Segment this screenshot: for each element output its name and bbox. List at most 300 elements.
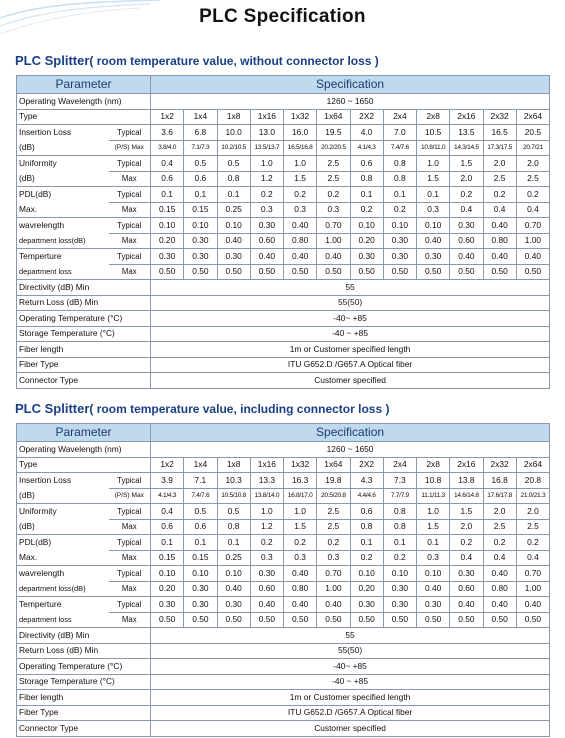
column-header-type: 1x32 — [284, 109, 317, 125]
table-cell-value: 2.5 — [516, 171, 549, 187]
table-cell-value: 0.15 — [184, 550, 217, 566]
table-cell-value: 4.1/4.3 — [350, 140, 383, 156]
table-cell-value: 1.5 — [417, 171, 450, 187]
table-cell-value: 0.3 — [284, 202, 317, 218]
table-cell-value: 0.4 — [151, 504, 184, 520]
table-cell-value: 0.50 — [184, 612, 217, 628]
table-cell-value: 7.4/7.6 — [184, 488, 217, 504]
table-cell-value: 0.1 — [417, 535, 450, 551]
table-row — [17, 597, 550, 613]
table-cell-value: 0.4 — [450, 550, 483, 566]
table-cell-value: 0.3 — [284, 550, 317, 566]
table-cell-value: 2.5 — [317, 504, 350, 520]
table-cell-value: 0.1 — [350, 187, 383, 203]
table-cell-value: 0.4 — [151, 156, 184, 172]
row-subtype-label: (P/S) Max — [109, 488, 151, 504]
row-value-wavelength: 1260 ~ 1650 — [151, 442, 550, 458]
table-row — [17, 311, 550, 327]
table-cell-value: 7.0 — [383, 125, 416, 141]
column-header-type: 2x32 — [483, 109, 516, 125]
table-cell-value: 0.3 — [250, 550, 283, 566]
column-header-type: 2x32 — [483, 457, 516, 473]
table-cell-value: 0.30 — [417, 249, 450, 265]
table-cell-value: 0.50 — [184, 264, 217, 280]
table-cell-value: 20.5/20.8 — [317, 488, 350, 504]
table-cell-value: 19.8 — [317, 473, 350, 489]
table-cell-value: 0.70 — [317, 566, 350, 582]
table-row — [17, 125, 550, 141]
table-cell-value: 13.5/13.7 — [250, 140, 283, 156]
section-title-rest: ( room temperature value, without connector loss ) — [89, 54, 379, 68]
row-label: Fiber length — [17, 342, 151, 358]
row-value: 55 — [151, 628, 550, 644]
spec-table-including-connector — [16, 423, 550, 737]
table-cell-value: 0.60 — [250, 581, 283, 597]
table-cell-value: 11.1/11.3 — [417, 488, 450, 504]
table-cell-value: 16.3 — [284, 473, 317, 489]
table-cell-value: 0.3 — [317, 202, 350, 218]
table-cell-value: 0.60 — [250, 233, 283, 249]
table-cell-value: 0.4 — [516, 202, 549, 218]
table-cell-value: 13.5 — [450, 125, 483, 141]
row-subtype-label: Max — [109, 550, 151, 566]
table-cell-value: 0.8 — [383, 504, 416, 520]
table-cell-value: 0.2 — [250, 535, 283, 551]
table-cell-value: 2.0 — [450, 519, 483, 535]
table-cell-value: 0.50 — [450, 612, 483, 628]
table-cell-value: 20.7/21 — [516, 140, 549, 156]
table-row — [17, 504, 550, 520]
column-header-type: 2x4 — [383, 109, 416, 125]
row-subtype-label: Max — [109, 519, 151, 535]
row-label: Directivity (dB) Min — [17, 280, 151, 296]
table-cell-value: 0.4 — [516, 550, 549, 566]
table-cell-value: 0.30 — [383, 233, 416, 249]
table-cell-value: 0.40 — [250, 597, 283, 613]
table-cell-value: 0.2 — [284, 535, 317, 551]
table-cell-value: 2.5 — [516, 519, 549, 535]
table-row — [17, 94, 550, 110]
section-title-including-connector — [15, 401, 389, 416]
table-cell-value: 0.50 — [383, 264, 416, 280]
table-cell-value: 0.40 — [284, 566, 317, 582]
column-header-type: 1x4 — [184, 457, 217, 473]
row-value: ITU G652.D /G657.A Optical fiber — [151, 705, 550, 721]
table-row — [17, 249, 550, 265]
table-row — [17, 473, 550, 489]
row-label: Storage Temperature (°C) — [17, 674, 151, 690]
table-cell-value: 0.70 — [317, 218, 350, 234]
row-group-label: (dB) — [17, 171, 109, 187]
table-cell-value: 0.3 — [250, 202, 283, 218]
table-row — [17, 690, 550, 706]
table-cell-value: 1.5 — [417, 519, 450, 535]
table-cell-value: 0.2 — [350, 202, 383, 218]
row-subtype-label: Max — [109, 171, 151, 187]
row-group-label: department loss — [17, 612, 109, 628]
table-cell-value: 0.1 — [184, 187, 217, 203]
table-cell-value: 21.0/21.3 — [516, 488, 549, 504]
row-value: 55(50) — [151, 295, 550, 311]
table-cell-value: 1.5 — [450, 504, 483, 520]
row-group-label: department loss — [17, 264, 109, 280]
table-row — [17, 643, 550, 659]
row-label: Fiber length — [17, 690, 151, 706]
table-row — [17, 674, 550, 690]
column-header-type: 1x4 — [184, 109, 217, 125]
table-row — [17, 218, 550, 234]
column-header-type: 2X2 — [350, 109, 383, 125]
row-group-label: (dB) — [17, 488, 109, 504]
table-cell-value: 0.1 — [151, 187, 184, 203]
table-cell-value: 0.2 — [250, 187, 283, 203]
table-cell-value: 20.2/20.5 — [317, 140, 350, 156]
table-header-row — [17, 424, 550, 442]
table-cell-value: 0.15 — [151, 202, 184, 218]
table-cell-value: 0.40 — [317, 249, 350, 265]
column-header-type: 2x8 — [417, 109, 450, 125]
row-subtype-label: Typical — [109, 218, 151, 234]
table-cell-value: 0.10 — [217, 218, 250, 234]
row-subtype-label: Typical — [109, 249, 151, 265]
table-cell-value: 0.2 — [516, 187, 549, 203]
header-parameter: Parameter — [17, 76, 151, 94]
table-cell-value: 17.6/17.8 — [483, 488, 516, 504]
table-cell-value: 0.40 — [450, 249, 483, 265]
table-cell-value: 6.8 — [184, 125, 217, 141]
table-cell-value: 0.30 — [151, 249, 184, 265]
table-row — [17, 264, 550, 280]
table-row — [17, 342, 550, 358]
table-cell-value: 0.40 — [483, 597, 516, 613]
table-cell-value: 0.30 — [417, 597, 450, 613]
table-cell-value: 0.50 — [151, 264, 184, 280]
table-cell-value: 0.4 — [483, 550, 516, 566]
table-cell-value: 10.8 — [417, 473, 450, 489]
table-cell-value: 4.4/4.6 — [350, 488, 383, 504]
row-subtype-label: Typical — [109, 473, 151, 489]
table-cell-value: 0.40 — [483, 566, 516, 582]
column-header-type: 2x64 — [516, 109, 549, 125]
table-cell-value: 0.20 — [350, 233, 383, 249]
table-cell-value: 16.8/17.0 — [284, 488, 317, 504]
column-header-type: 1x2 — [151, 109, 184, 125]
table-cell-value: 0.20 — [350, 581, 383, 597]
row-group-label: Insertion Loss — [17, 473, 109, 489]
row-subtype-label: Typical — [109, 187, 151, 203]
table-row — [17, 233, 550, 249]
table-row — [17, 519, 550, 535]
table-cell-value: 0.15 — [184, 202, 217, 218]
row-label: Directivity (dB) Min — [17, 628, 151, 644]
table-cell-value: 0.2 — [450, 187, 483, 203]
table-cell-value: 0.3 — [317, 550, 350, 566]
table-row — [17, 581, 550, 597]
column-header-type: 2X2 — [350, 457, 383, 473]
table-row — [17, 373, 550, 389]
table-row — [17, 488, 550, 504]
table-cell-value: 0.2 — [317, 535, 350, 551]
table-cell-value: 0.5 — [217, 156, 250, 172]
table-cell-value: 0.25 — [217, 550, 250, 566]
column-header-type: 2x16 — [450, 457, 483, 473]
table-cell-value: 0.40 — [284, 597, 317, 613]
table-row — [17, 628, 550, 644]
table-cell-value: 2.0 — [483, 504, 516, 520]
table-cell-value: 2.0 — [450, 171, 483, 187]
table-cell-value: 1.0 — [284, 156, 317, 172]
table-row — [17, 721, 550, 737]
table-cell-value: 0.40 — [284, 249, 317, 265]
row-subtype-label: Typical — [109, 535, 151, 551]
table-cell-value: 2.5 — [317, 156, 350, 172]
table-cell-value: 0.30 — [383, 581, 416, 597]
table-cell-value: 0.30 — [350, 597, 383, 613]
table-cell-value: 0.10 — [217, 566, 250, 582]
table-cell-value: 0.50 — [250, 264, 283, 280]
table-cell-value: 0.6 — [350, 156, 383, 172]
table-cell-value: 0.40 — [417, 581, 450, 597]
table-row — [17, 659, 550, 675]
row-value: -40 ~ +85 — [151, 326, 550, 342]
page-title: PLC Specification — [199, 6, 366, 27]
table-cell-value: 0.10 — [383, 566, 416, 582]
row-group-label: Uniformity — [17, 504, 109, 520]
row-value: Customer specified — [151, 373, 550, 389]
table-cell-value: 2.0 — [516, 504, 549, 520]
row-subtype-label: (P/S) Max — [109, 140, 151, 156]
row-value: 55(50) — [151, 643, 550, 659]
row-group-label: department loss(dB) — [17, 581, 109, 597]
table-cell-value: 0.50 — [516, 264, 549, 280]
table-cell-value: 0.30 — [450, 566, 483, 582]
table-cell-value: 0.80 — [284, 581, 317, 597]
row-label: Connector Type — [17, 721, 151, 737]
table-cell-value: 0.4 — [483, 202, 516, 218]
table-cell-value: 0.20 — [151, 581, 184, 597]
table-cell-value: 0.8 — [383, 171, 416, 187]
table-cell-value: 0.1 — [383, 535, 416, 551]
table-cell-value: 0.50 — [483, 264, 516, 280]
row-label: Fiber Type — [17, 705, 151, 721]
row-value: 1m or Customer specified length — [151, 690, 550, 706]
section-title-without-connector — [15, 53, 379, 68]
table-cell-value: 3.8/4.0 — [151, 140, 184, 156]
table-cell-value: 0.30 — [184, 249, 217, 265]
table-cell-value: 0.2 — [516, 535, 549, 551]
table-cell-value: 0.10 — [184, 566, 217, 582]
table-cell-value: 0.4 — [450, 202, 483, 218]
table-cell-value: 20.5 — [516, 125, 549, 141]
table-row — [17, 140, 550, 156]
table-cell-value: 0.3 — [417, 550, 450, 566]
row-value: Customer specified — [151, 721, 550, 737]
header-parameter: Parameter — [17, 424, 151, 442]
table-cell-value: 1.00 — [317, 581, 350, 597]
row-group-label: department loss(dB) — [17, 233, 109, 249]
column-header-type: 1x8 — [217, 457, 250, 473]
table-cell-value: 0.10 — [184, 218, 217, 234]
row-subtype-label: Typical — [109, 156, 151, 172]
table-cell-value: 0.30 — [250, 566, 283, 582]
table-cell-value: 0.6 — [184, 519, 217, 535]
spec-table-without-connector — [16, 75, 550, 389]
row-subtype-label: Typical — [109, 566, 151, 582]
table-row — [17, 566, 550, 582]
table-cell-value: 0.5 — [217, 504, 250, 520]
column-header-type: 1x2 — [151, 457, 184, 473]
table-cell-value: 0.50 — [151, 612, 184, 628]
table-cell-value: 0.40 — [250, 249, 283, 265]
table-cell-value: 0.50 — [317, 264, 350, 280]
table-cell-value: 10.2/10.5 — [217, 140, 250, 156]
table-row — [17, 171, 550, 187]
table-cell-value: 0.5 — [184, 156, 217, 172]
table-cell-value: 0.6 — [350, 504, 383, 520]
row-group-label: PDL(dB) — [17, 535, 109, 551]
table-cell-value: 0.10 — [151, 566, 184, 582]
table-cell-value: 13.0 — [250, 125, 283, 141]
row-value: 55 — [151, 280, 550, 296]
table-cell-value: 2.0 — [516, 156, 549, 172]
column-header-type: 2x8 — [417, 457, 450, 473]
table-cell-value: 0.50 — [450, 264, 483, 280]
table-cell-value: 1.0 — [417, 156, 450, 172]
table-cell-value: 0.40 — [217, 581, 250, 597]
row-label: Operating Temperature (°C) — [17, 311, 151, 327]
table-cell-value: 14.3/14.5 — [450, 140, 483, 156]
table-cell-value: 16.8 — [483, 473, 516, 489]
table-cell-value: 0.10 — [383, 218, 416, 234]
table-cell-value: 13.3 — [250, 473, 283, 489]
table-cell-value: 10.3 — [217, 473, 250, 489]
table-row — [17, 357, 550, 373]
table-cell-value: 14.6/14.8 — [450, 488, 483, 504]
table-cell-value: 10.0 — [217, 125, 250, 141]
table-cell-value: 7.1/7.3 — [184, 140, 217, 156]
row-group-label: PDL(dB) — [17, 187, 109, 203]
table-cell-value: 0.30 — [184, 233, 217, 249]
table-cell-value: 0.40 — [450, 597, 483, 613]
row-group-label: Max. — [17, 550, 109, 566]
table-cell-value: 0.40 — [516, 249, 549, 265]
row-label-wavelength: Operating Wavelength (nm) — [17, 94, 151, 110]
table-cell-value: 0.50 — [350, 264, 383, 280]
header-specification: Specification — [151, 76, 550, 94]
table-cell-value: 0.8 — [383, 156, 416, 172]
table-row — [17, 187, 550, 203]
table-cell-value: 0.30 — [217, 597, 250, 613]
table-cell-value: 0.50 — [284, 612, 317, 628]
table-cell-value: 2.5 — [483, 171, 516, 187]
table-cell-value: 0.2 — [383, 202, 416, 218]
table-cell-value: 0.2 — [483, 535, 516, 551]
table-cell-value: 0.6 — [184, 171, 217, 187]
table-cell-value: 3.9 — [151, 473, 184, 489]
table-cell-value: 16.0 — [284, 125, 317, 141]
table-cell-value: 0.10 — [151, 218, 184, 234]
row-label: Return Loss (dB) Min — [17, 643, 151, 659]
table-cell-value: 1.5 — [284, 171, 317, 187]
table-cell-value: 0.40 — [217, 233, 250, 249]
table-cell-value: 0.30 — [184, 581, 217, 597]
table-cell-value: 0.50 — [250, 612, 283, 628]
row-subtype-label: Typical — [109, 504, 151, 520]
table-cell-value: 0.40 — [483, 249, 516, 265]
table-cell-value: 0.1 — [151, 535, 184, 551]
table-cell-value: 1.00 — [516, 581, 549, 597]
table-cell-value: 0.30 — [151, 597, 184, 613]
table-cell-value: 0.8 — [350, 519, 383, 535]
row-value: 1m or Customer specified length — [151, 342, 550, 358]
table-cell-value: 0.2 — [350, 550, 383, 566]
table-cell-value: 0.40 — [317, 597, 350, 613]
table-header-row — [17, 76, 550, 94]
row-label-type: Type — [17, 457, 151, 473]
table-cell-value: 1.0 — [250, 156, 283, 172]
table-row — [17, 326, 550, 342]
row-label: Fiber Type — [17, 357, 151, 373]
table-cell-value: 0.40 — [417, 233, 450, 249]
table-cell-value: 4.0 — [350, 125, 383, 141]
section-title-lead: PLC Splitter — [15, 53, 90, 68]
table-cell-value: 0.70 — [516, 566, 549, 582]
table-cell-value: 17.3/17.5 — [483, 140, 516, 156]
table-cell-value: 0.2 — [284, 187, 317, 203]
table-cell-value: 0.50 — [284, 264, 317, 280]
table-cell-value: 1.00 — [317, 233, 350, 249]
table-cell-value: 0.5 — [184, 504, 217, 520]
table-cell-value: 7.4/7.6 — [383, 140, 416, 156]
table-cell-value: 0.2 — [483, 187, 516, 203]
table-cell-value: 16.5/16.8 — [284, 140, 317, 156]
table-row — [17, 295, 550, 311]
table-cell-value: 10.8/11.0 — [417, 140, 450, 156]
table-cell-value: 0.8 — [217, 519, 250, 535]
row-group-label: Temperture — [17, 249, 109, 265]
row-group-label: Max. — [17, 202, 109, 218]
row-group-label: wavrelength — [17, 566, 109, 582]
column-header-type: 2x64 — [516, 457, 549, 473]
table-cell-value: 0.15 — [151, 550, 184, 566]
row-group-label: (dB) — [17, 519, 109, 535]
table-cell-value: 2.5 — [317, 519, 350, 535]
table-cell-value: 0.6 — [151, 519, 184, 535]
row-subtype-label: Max — [109, 264, 151, 280]
table-cell-value: 4.3 — [350, 473, 383, 489]
row-group-label: (dB) — [17, 140, 109, 156]
column-header-type: 1x64 — [317, 457, 350, 473]
row-label: Return Loss (dB) Min — [17, 295, 151, 311]
table-cell-value: 0.1 — [217, 187, 250, 203]
column-header-type: 1x64 — [317, 109, 350, 125]
table-cell-value: 19.5 — [317, 125, 350, 141]
table-cell-value: 1.5 — [284, 519, 317, 535]
table-cell-value: 1.0 — [250, 504, 283, 520]
table-cell-value: 0.60 — [450, 581, 483, 597]
table-cell-value: 0.3 — [417, 202, 450, 218]
table-cell-value: 0.25 — [217, 202, 250, 218]
table-cell-value: 0.60 — [450, 233, 483, 249]
row-group-label: Uniformity — [17, 156, 109, 172]
table-cell-value: 1.00 — [516, 233, 549, 249]
table-cell-value: 7.3 — [383, 473, 416, 489]
table-cell-value: 1.0 — [284, 504, 317, 520]
table-row — [17, 202, 550, 218]
table-row — [17, 612, 550, 628]
table-row — [17, 705, 550, 721]
row-subtype-label: Max — [109, 233, 151, 249]
